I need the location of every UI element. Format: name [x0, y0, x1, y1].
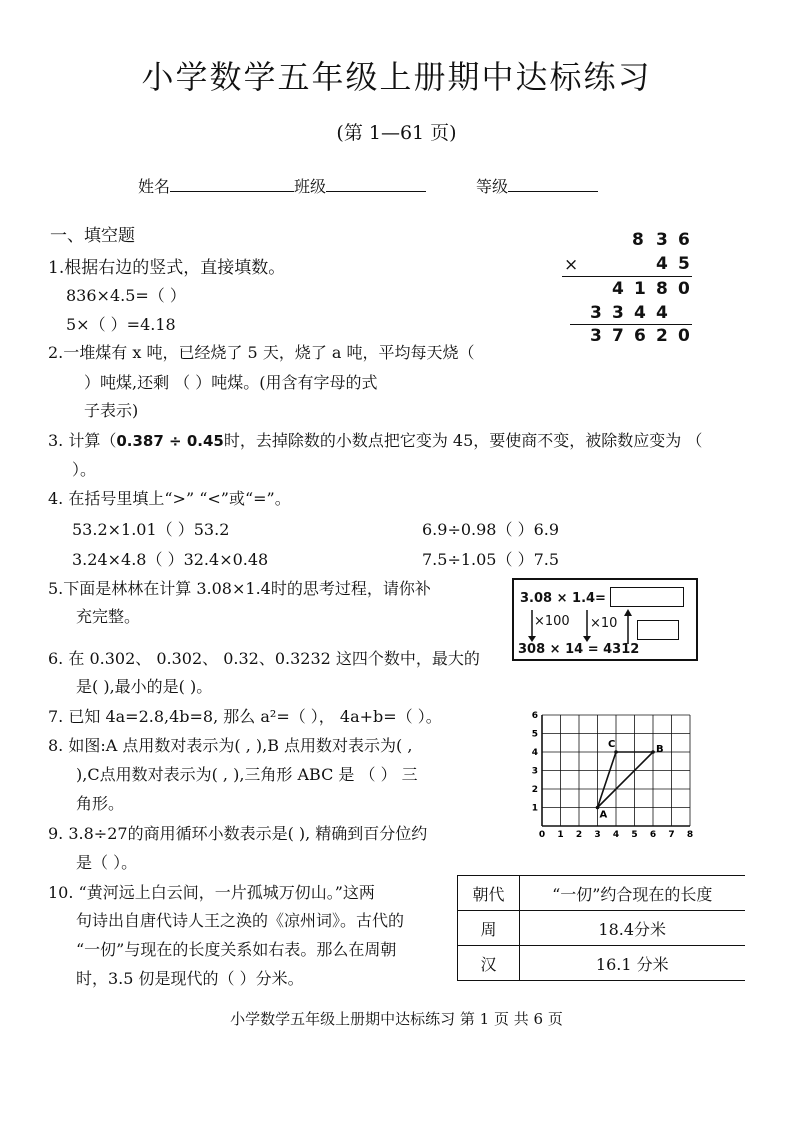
digit: 3 [590, 326, 602, 346]
division-expression: 0.387 ÷ 0.45 [116, 432, 224, 450]
point-label: C [608, 739, 616, 750]
table-cell: 16.1 分米 [520, 946, 745, 981]
era-length-table [457, 875, 745, 981]
digit: 2 [656, 326, 668, 346]
question-1: 1.根据右边的竖式，直接填数。 [48, 258, 286, 278]
question-1b: 5×（ ）=4.18 [66, 315, 176, 334]
digit: 4 [656, 303, 668, 323]
y-tick-label: 6 [531, 711, 538, 721]
x-tick-label: 1 [557, 830, 564, 840]
section-heading: 一、填空题 [50, 226, 135, 246]
question-5-line-2: 充完整。 [76, 607, 141, 626]
table-header: 朝代 [458, 876, 520, 911]
times-10-label: ×10 [590, 616, 618, 631]
digit: 0 [678, 279, 690, 299]
name-blank[interactable] [170, 176, 294, 192]
x-tick-label: 7 [668, 830, 675, 840]
y-tick-label: 5 [531, 729, 538, 740]
compare-item: 7.5÷1.05（ ）7.5 [422, 550, 560, 569]
digit: 7 [612, 326, 624, 346]
student-info-row [138, 174, 598, 197]
digit: 1 [634, 279, 646, 299]
rule-line [562, 276, 692, 277]
digit: 5 [678, 254, 690, 274]
question-2-line-2: ）吨煤,还剩 （ ）吨煤。(用含有字母的式 [84, 373, 378, 392]
question-8-line-1: 8. 如图:A 点用数对表示为( , ),B 点用数对表示为( , [48, 736, 413, 755]
box-top-expression: 3.08 × 1.4= [520, 591, 606, 606]
digit: 3 [656, 230, 668, 250]
table-row [458, 946, 745, 981]
question-10-line-1: 10. “黄河远上白云间，一片孤城万仞山。”这两 [48, 883, 375, 902]
digit: 4 [612, 279, 624, 299]
page-title: 小学数学五年级上册期中达标练习 [141, 58, 652, 96]
question-6-line-1: 6. 在 0.302、 0.302、 0.32、0.3232 这四个数中，最大的 [48, 649, 480, 668]
question-10-line-4: 时，3.5 仞是现代的（ ）分米。 [76, 969, 304, 988]
y-tick-label: 1 [531, 803, 538, 814]
compare-item: 53.2×1.01（ ）53.2 [72, 520, 230, 539]
x-tick-label: 6 [649, 830, 657, 840]
multiply-sign: × [564, 255, 579, 275]
digit: 8 [632, 230, 644, 250]
coordinate-grid [528, 711, 700, 840]
x-tick-label: 0 [538, 830, 546, 840]
digit: 4 [656, 254, 668, 274]
question-9-line-2: 是（ ）。 [76, 853, 138, 872]
vertical-multiplication [560, 228, 695, 348]
digit: 8 [656, 279, 668, 299]
question-9-line-1: 9. 3.8÷27的商用循环小数表示是( ), 精确到百分位约 [48, 824, 428, 843]
grade-blank[interactable] [508, 176, 598, 192]
compare-item: 3.24×4.8（ ）32.4×0.48 [72, 550, 269, 569]
x-tick-label: 5 [631, 830, 638, 840]
point-c [614, 750, 618, 754]
compare-item: 6.9÷0.98（ ）6.9 [422, 520, 560, 539]
question-3-line-1: 3. 计算（0.387 ÷ 0.45时，去掉除数的小数点把它变为 45，要使商不变，被除数应变为 （ [48, 431, 703, 450]
x-tick-label: 3 [594, 830, 601, 840]
y-tick-label: 3 [531, 766, 538, 777]
name-label: 姓名 [138, 177, 171, 196]
digit: 3 [590, 303, 602, 323]
grade-label: 等级 [476, 177, 509, 196]
question-1a: 836×4.5=（ ） [66, 286, 186, 305]
question-2-line-3: 子表示) [84, 401, 139, 420]
point-b [651, 750, 655, 754]
table-cell: 18.4分米 [520, 911, 745, 946]
class-blank[interactable] [326, 176, 426, 192]
question-3-line-2: ）。 [72, 460, 97, 479]
question-8-line-2: ),C点用数对表示为( , ),三角形 ABC 是 （ ） 三 [76, 765, 418, 784]
question-10-line-2: 句诗出自唐代诗人王之涣的《凉州词》。古代的 [76, 911, 405, 930]
triangle-abc [598, 752, 654, 808]
times-100-label: ×100 [534, 614, 570, 629]
question-6-line-2: 是( ),最小的是( )。 [76, 677, 213, 696]
question-2-line-1: 2.一堆煤有 x 吨，已经烧了 5 天，烧了 a 吨，平均每天烧（ [48, 343, 475, 362]
y-tick-label: 2 [531, 785, 538, 795]
question-8-line-3: 角形。 [76, 794, 125, 813]
table-row [458, 876, 745, 911]
thinking-process-box [512, 578, 698, 661]
digit: 6 [678, 230, 690, 250]
x-tick-label: 2 [575, 830, 583, 840]
x-tick-label: 4 [612, 830, 620, 840]
class-label: 班级 [294, 177, 327, 196]
question-7: 7. 已知 4a=2.8,4b=8, 那么 a²=（ ）， 4a+b=（ ）。 [48, 707, 442, 726]
page-subtitle: (第 1—61 页) [336, 122, 457, 144]
digit: 4 [634, 303, 646, 323]
digit: 0 [678, 326, 690, 346]
point-label: B [656, 744, 664, 755]
box-bottom-expression: 308 × 14 = 4312 [518, 642, 640, 657]
digit: 3 [612, 303, 624, 323]
digit: 6 [634, 326, 646, 346]
question-10-line-3: “一仞”与现在的长度关系如右表。那么在周朝 [76, 940, 397, 959]
table-header: “一仞”约合现在的长度 [520, 876, 745, 911]
table-cell: 汉 [458, 946, 520, 981]
question-5-line-1: 5.下面是林林在计算 3.08×1.4时的思考过程，请你补 [48, 579, 431, 598]
table-row [458, 911, 745, 946]
page-footer: 小学数学五年级上册期中达标练习 第 1 页 共 6 页 [230, 1010, 563, 1028]
question-4: 4. 在括号里填上“>” “<”或“=”。 [48, 489, 291, 508]
x-tick-label: 8 [686, 830, 694, 840]
table-cell: 周 [458, 911, 520, 946]
y-tick-label: 4 [531, 748, 538, 758]
rule-line [570, 324, 692, 325]
point-label: A [599, 809, 608, 821]
